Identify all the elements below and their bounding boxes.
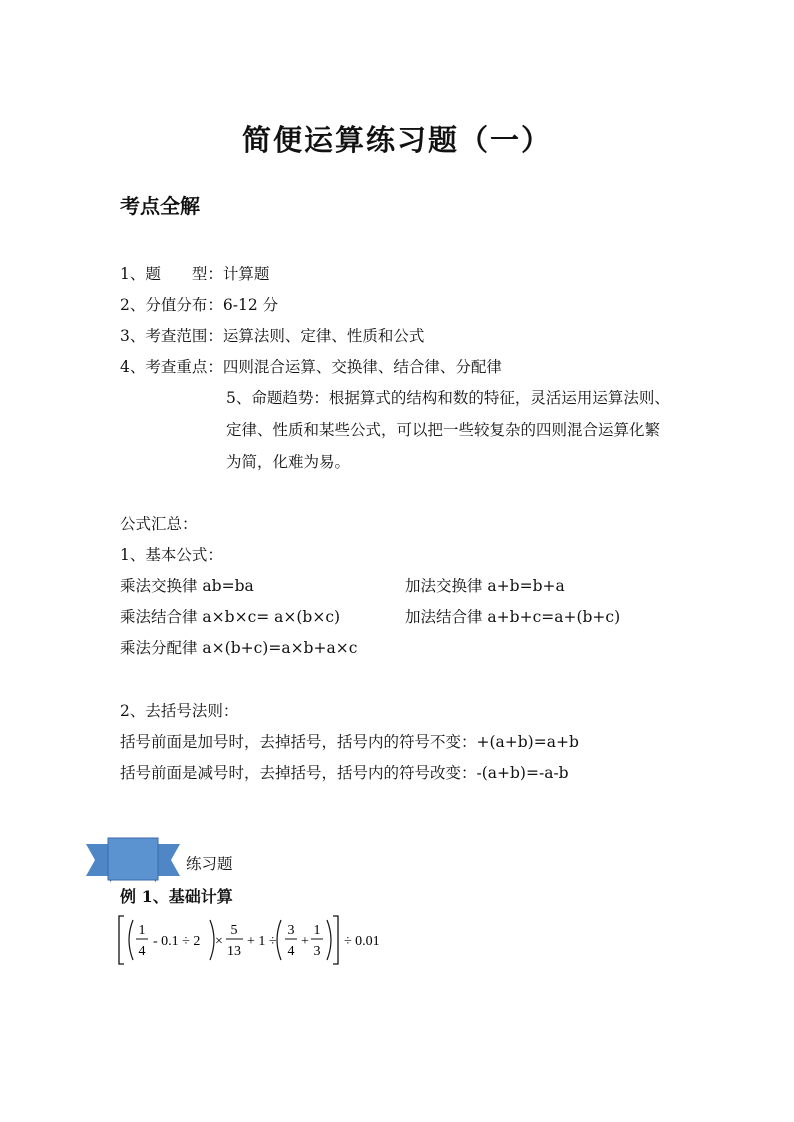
item-score: 2、分值分布：6-12 分 (120, 296, 279, 314)
fraction-2-numerator: 5 (230, 923, 238, 938)
math-expression (116, 912, 386, 968)
example-title: 例 1、基础计算 (120, 887, 233, 906)
trend-line-3: 为简，化难为易。 (226, 453, 351, 471)
left-paren (129, 920, 133, 960)
minus-term: - 0.1 ÷ 2 (153, 934, 201, 949)
fraction-4-numerator: 1 (313, 923, 321, 938)
practice-label: 练习题 (186, 855, 233, 873)
fraction-1-denominator: 4 (138, 944, 146, 959)
mult-commutative-law: 乘法交换律 ab=ba (120, 577, 254, 595)
item-type: 1、题 型：计算题 (120, 265, 270, 283)
right-paren (327, 920, 331, 960)
add-commutative-law: 加法交换律 a+b=b+a (405, 577, 565, 595)
fraction-2-denominator: 13 (227, 944, 241, 959)
trend-line-2: 定律、性质和某些公式，可以把一些较复杂的四则混合运算化繁 (226, 421, 661, 439)
left-square-bracket (119, 916, 124, 964)
basic-formula-heading: 1、基本公式： (120, 546, 223, 564)
right-paren (210, 920, 214, 960)
item-focus: 4、考查重点：四则混合运算、交换律、结合律、分配律 (120, 358, 502, 376)
plus-sign: + (301, 934, 309, 949)
fraction-3-denominator: 4 (287, 944, 295, 959)
left-paren (277, 920, 281, 960)
add-associative-law: 加法结合律 a+b+c=a+(b+c) (405, 608, 621, 626)
divide-tail: ÷ 0.01 (344, 934, 380, 949)
bracket-rules-heading: 2、去括号法则： (120, 702, 239, 720)
trend-line-1: 5、命题趋势：根据算式的结构和数的特征，灵活运用运算法则、 (226, 389, 670, 407)
section-heading: 考点全解 (120, 194, 200, 218)
mult-associative-law: 乘法结合律 a×b×c= a×(b×c) (120, 608, 341, 626)
bracket-rule-minus: 括号前面是减号时，去掉括号，括号内的符号改变：-(a+b)=-a-b (120, 764, 569, 782)
ribbon-banner-icon (86, 836, 180, 884)
fraction-3-numerator: 3 (287, 923, 295, 938)
times-sign: × (215, 934, 223, 949)
bracket-rule-plus: 括号前面是加号时，去掉括号，括号内的符号不变：+(a+b)=a+b (120, 733, 579, 751)
item-scope: 3、考查范围：运算法则、定律、性质和公式 (120, 327, 425, 345)
plus-one-divide: + 1 ÷ (247, 934, 277, 949)
fraction-1-numerator: 1 (138, 923, 146, 938)
page-title: 简便运算练习题（一） (241, 123, 552, 157)
formula-heading: 公式汇总： (120, 515, 198, 533)
fraction-4-denominator: 3 (313, 944, 321, 959)
distributive-law: 乘法分配律 a×(b+c)=a×b+a×c (120, 639, 358, 657)
right-square-bracket (333, 916, 338, 964)
